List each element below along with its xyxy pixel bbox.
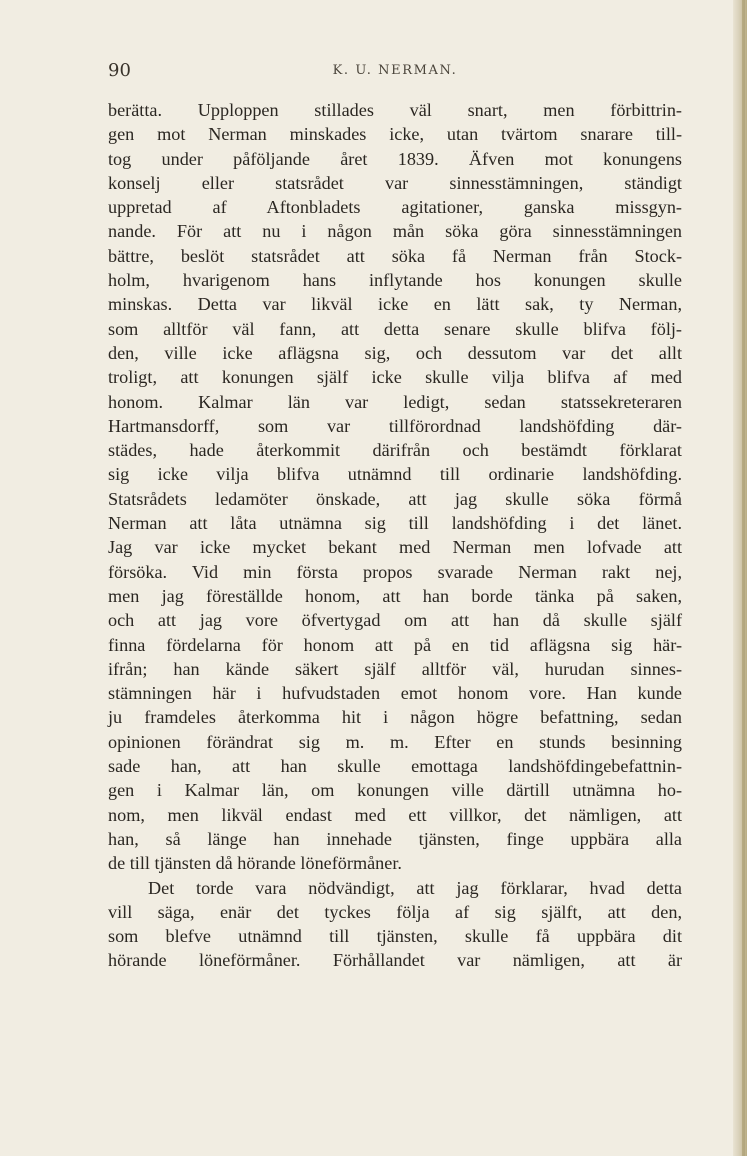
- text-line: sig icke vilja blifva utnämnd till ordinarie landshöfding.: [108, 464, 682, 485]
- running-title: K. U. NERMAN.: [332, 63, 458, 78]
- text-line: bättre, beslöt statsrådet att söka få Nerman från Stock-: [108, 245, 682, 266]
- text-line: Det torde vara nödvändigt, att jag förklarar, hvad detta: [148, 877, 682, 898]
- text-line: han, så länge han innehade tjänsten, finge uppbära alla: [108, 828, 682, 849]
- text-line: nande. För att nu i någon mån söka göra sinnesstämningen: [108, 221, 682, 242]
- text-line: opinionen förändrat sig m. m. Efter en stunds besinning: [108, 731, 682, 752]
- text-line: gen mot Nerman minskades icke, utan tvärtom snarare till-: [108, 124, 682, 145]
- text-line: som blefve utnämnd till tjänsten, skulle få uppbära dit: [108, 926, 682, 947]
- text-line: men jag föreställde honom, att han borde tänka på saken,: [108, 585, 682, 606]
- text-line: ju framdeles återkomma hit i någon högre befattning, sedan: [108, 707, 682, 728]
- page-edge: [733, 0, 747, 1156]
- text-line: honom. Kalmar län var ledigt, sedan statssekreteraren: [108, 391, 682, 412]
- text-line: ifrån; han kände säkert själf alltför väl, hurudan sinnes-: [108, 658, 682, 679]
- text-line: finna fördelarna för honom att på en tid aflägsna sig här-: [108, 634, 682, 655]
- text-line: nom, men likväl endast med ett villkor, det nämligen, att: [108, 804, 682, 825]
- text-line: som alltför väl fann, att detta senare skulle blifva följ-: [108, 318, 682, 339]
- text-line: och att jag vore öfvertygad om att han då skulle själf: [108, 610, 682, 631]
- text-line: berätta. Upploppen stillades väl snart, men förbittrin-: [108, 100, 682, 120]
- text-line: minskas. Detta var likväl icke en lätt sak, ty Nerman,: [108, 294, 682, 315]
- running-head: [108, 60, 682, 88]
- text-line: stämningen här i hufvudstaden emot honom vore. Han kunde: [108, 683, 682, 704]
- text-line: de till tjänsten då hörande löneförmåner.: [108, 853, 402, 874]
- text-line: Nerman att låta utnämna sig till landshöfding i det länet.: [108, 513, 682, 534]
- text-line: konselj eller statsrådet var sinnesstämningen, ständigt: [108, 172, 682, 193]
- page-number: 90: [108, 60, 131, 81]
- text-line: Statsrådets ledamöter önskade, att jag skulle söka förmå: [108, 488, 682, 509]
- text-line: den, ville icke aflägsna sig, och dessutom var det allt: [108, 342, 682, 363]
- text-line: hörande löneförmåner. Förhållandet var nämligen, att är: [108, 950, 682, 971]
- body-text: [108, 98, 682, 973]
- text-line: holm, hvarigenom hans inflytande hos konungen skulle: [108, 270, 682, 291]
- text-line: städes, hade återkommit därifrån och bestämdt förklarat: [108, 440, 682, 461]
- text-line: Hartmansdorff, som var tillförordnad landshöfding där-: [108, 415, 682, 436]
- text-line: troligt, att konungen själf icke skulle vilja blifva af med: [108, 367, 682, 388]
- text-line: uppretad af Aftonbladets agitationer, ganska missgyn-: [108, 197, 682, 218]
- text-line: försöka. Vid min första propos svarade Nerman rakt nej,: [108, 561, 682, 582]
- text-line: vill säga, enär det tyckes följa af sig själft, att den,: [108, 901, 682, 922]
- text-line: Jag var icke mycket bekant med Nerman men lofvade att: [108, 537, 682, 558]
- text-line: tog under påföljande året 1839. Äfven mot konungens: [108, 148, 682, 169]
- text-line: gen i Kalmar län, om konungen ville därtill utnämna ho-: [108, 780, 682, 801]
- text-line: sade han, att han skulle emottaga landshöfdingebefattnin-: [108, 756, 682, 777]
